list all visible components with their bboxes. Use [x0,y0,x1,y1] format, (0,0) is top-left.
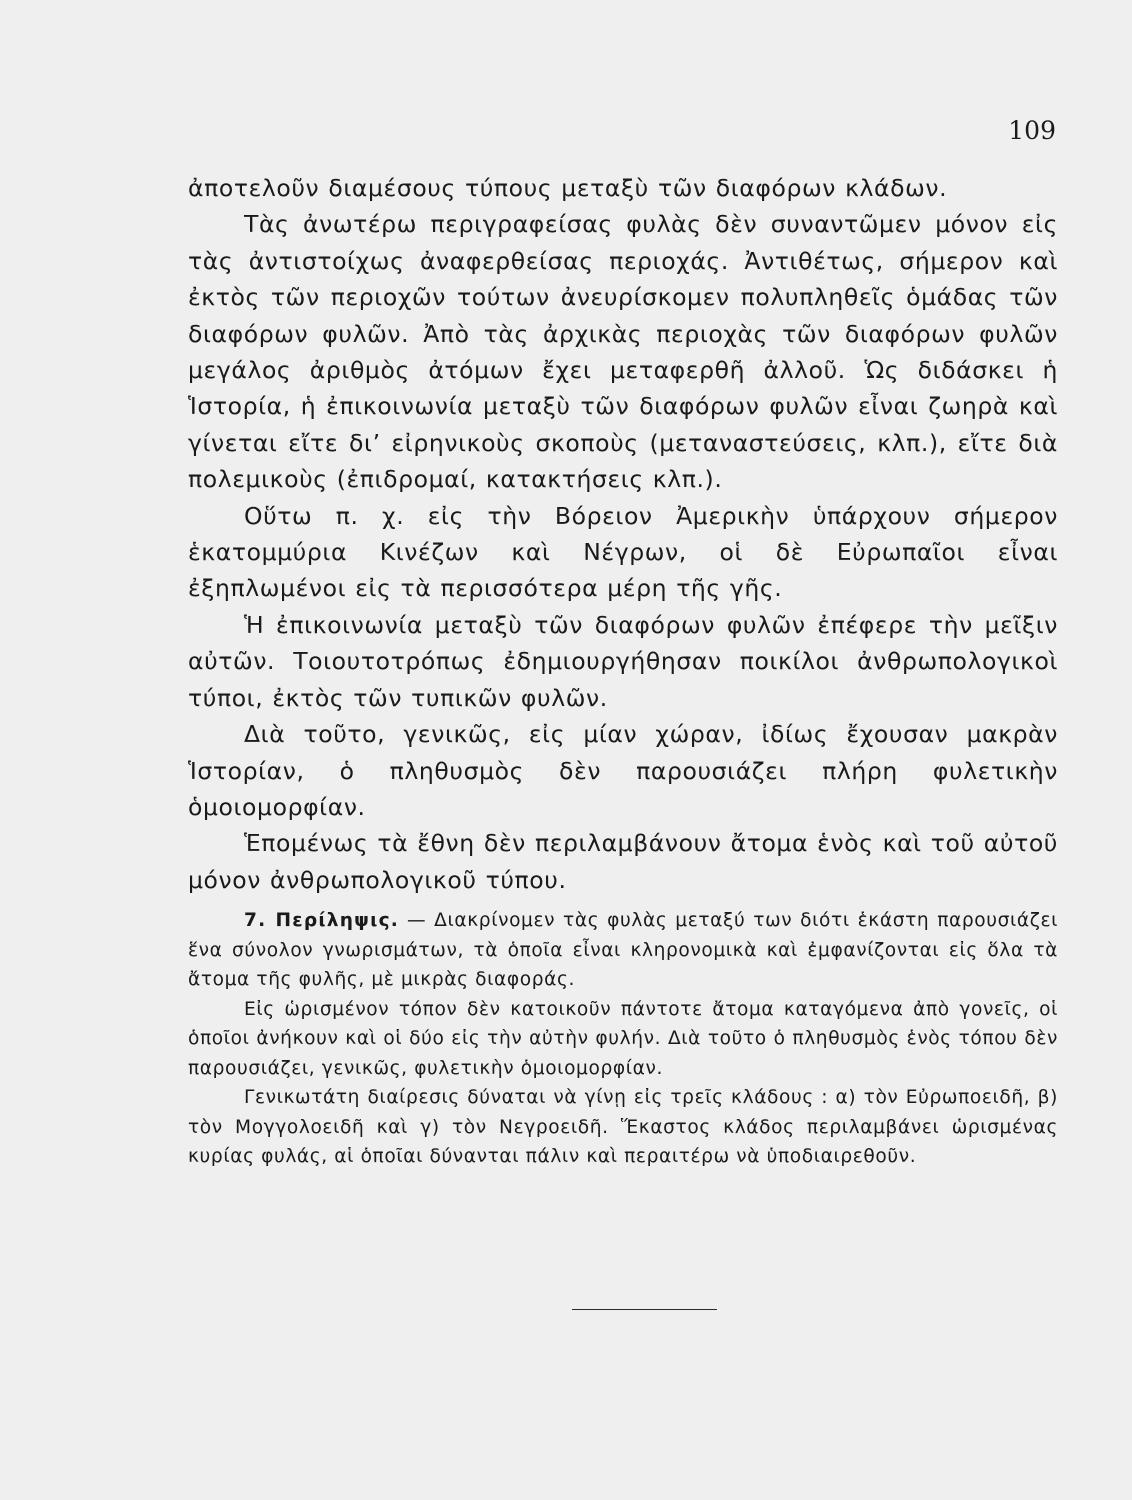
section-end-divider [572,1309,717,1310]
paragraph: Οὕτω π. χ. εἰς τὴν Βόρειον Ἀμερικὴν ὑπάρχουν σήμερον ἑκατομμύρια Κινέζων καὶ Νέγρων, οἱ δὲ Εὐρωπαῖοι εἶναι ἐξηπλωμένοι εἰς τὰ περισσότερα μέρη τῆς γῆς. [188,501,1058,603]
paragraph: Ἑπομένως τὰ ἔθνη δὲν περιλαμβάνουν ἄτομα ἑνὸς καὶ τοῦ αὐτοῦ μόνον ἀνθρωπολογικοῦ τύπου. [188,829,1058,894]
summary-section [188,906,1058,1172]
summary-paragraph [188,906,1058,995]
paragraph: Διὰ τοῦτο, γενικῶς, εἰς μίαν χώραν, ἰδίως ἔχουσαν μακρὰν Ἱστορίαν, ὁ πληθυσμὸς δὲν παρουσιάζει πλήρη φυλετικὴν ὁμοιομορφίαν. [188,720,1058,821]
page-number: 109 [1008,116,1056,145]
summary-heading: 7. Περίληψις. [244,910,400,931]
paragraph: Τὰς ἀνωτέρω περιγραφείσας φυλὰς δὲν συναντῶμεν μόνον εἰς τὰς ἀντιστοίχως ἀναφερθείσας περιοχάς. Ἀντιθέτως, σήμερον καὶ ἐκτὸς τῶν περιοχῶν τούτων ἀνευρίσκομεν πολυπληθεῖς ὁμάδας τῶν διαφόρων φυλῶν. Ἀπὸ τὰς ἀρχικὰς περιοχὰς τῶν διαφόρων φυλῶν μεγάλος ἀριθμὸς ἀτόμων ἔχει μεταφερθῆ ἀλλοῦ. Ὡς διδάσκει ἡ Ἱστορία, ἡ ἐπικοινωνία μεταξὺ τῶν διαφόρων φυλῶν εἶναι ζωηρὰ καὶ γίνεται εἴτε δι’ εἰρηνικοὺς σκοποὺς (μεταναστεύσεις, κλπ.), εἴτε διὰ πολεμικοὺς (ἐπιδρομαί, κατακτήσεις κλπ.). [188,210,1058,494]
summary-text: — Διακρίνομεν τὰς φυλὰς μεταξύ των διότι ἑκάστη παρουσιάζει ἕνα σύνολον γνωρισμάτων, τὰ ὁποῖα εἶναι κληρονομικὰ καὶ ἐμφανίζονται εἰς ὅλα τὰ ἄτομα τῆς φυλῆς, μὲ μικρὰς διαφοράς. [188,910,1059,990]
main-text [188,170,1058,898]
paragraph-continuation: ἀποτελοῦν διαμέσους τύπους μεταξὺ τῶν διαφόρων κλάδων. [188,174,948,202]
paragraph: Ἡ ἐπικοινωνία μεταξὺ τῶν διαφόρων φυλῶν ἐπέφερε τὴν μεῖξιν αὐτῶν. Τοιουτοτρόπως ἐδημιουργήθησαν ποικίλοι ἀνθρωπολογικοὶ τύποι, ἐκτὸς τῶν τυπικῶν φυλῶν. [188,610,1058,712]
summary-paragraph: Γενικωτάτη διαίρεσις δύναται νὰ γίνῃ εἰς τρεῖς κλάδους : α) τὸν Εὐρωποειδῆ, β) τὸν Μογγολοειδῆ καὶ γ) τὸν Νεγροειδῆ. Ἕκαστος κλάδος περιλαμβάνει ὡρισμένας κυρίας φυλάς, αἱ ὁποῖαι δύνανται πάλιν καὶ περαιτέρω νὰ ὑποδιαιρεθοῦν. [188,1087,1058,1167]
summary-paragraph: Εἰς ὡρισμένον τόπον δὲν κατοικοῦν πάντοτε ἄτομα καταγόμενα ἀπὸ γονεῖς, οἱ ὁποῖοι ἀνήκουν καὶ οἱ δύο εἰς τὴν αὐτὴν φυλήν. Διὰ τοῦτο ὁ πληθυσμὸς ἑνὸς τόπου δὲν παρουσιάζει, γενικῶς, φυλετικὴν ὁμοιομορφίαν. [188,998,1058,1079]
